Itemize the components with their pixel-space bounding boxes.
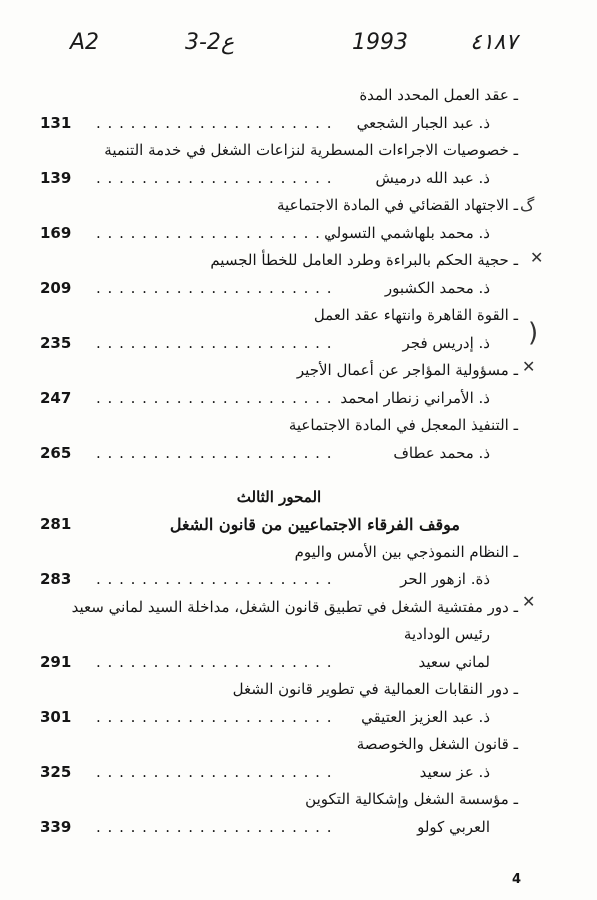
toc-entry [40,704,518,732]
toc-entry [40,786,518,814]
toc-entry-page: 265 [40,443,72,462]
toc-entry [40,385,518,413]
section-subtitle: موقف الفرقاء الاجتماعيين من قانون الشغل [169,515,460,534]
toc-entry-page: 325 [40,762,72,781]
toc-entry-title: ـ حجية الحكم بالبراءة وطرد العامل للخطأ الجسيم [210,251,518,269]
toc-entry [40,165,518,193]
margin-mark: ﮒ [520,196,535,215]
toc-entry-title: ـ مسؤولية المؤاجر عن أعمال الأجير [296,361,518,379]
toc-entry [40,220,518,248]
toc-entry [40,814,518,842]
toc-entry-author: ذ. عز سعيد [419,762,490,781]
toc-entry [40,302,518,330]
toc-entry-author: ذ. عبد العزيز العتيقي [361,707,490,726]
toc-entry-page: 169 [40,223,72,242]
leader-dots: . . . . . . . . . . . . . . . . . . . . . [96,443,333,462]
toc-entry [40,731,518,759]
toc-entry-author: ذ. الأمراني زنطار امحمد [340,388,490,407]
toc-entry-title: ـ التنفيذ المعجل في المادة الاجتماعية [288,416,518,434]
section-heading: المحور الثالث [236,488,322,506]
toc-entry [40,759,518,787]
toc-entry [40,511,518,539]
toc-entry [40,192,518,220]
handwritten-year: 1993 [352,30,408,55]
toc-entry [40,676,518,704]
handwritten-ref: 3-2ع [185,30,235,55]
toc-entry [40,330,518,358]
toc-entry-title: ـ النظام النموذجي بين الأمس واليوم [294,542,518,561]
page-number: 4 [512,872,522,887]
toc-entry-author: ذ. عبد الله درميش [375,168,490,187]
toc-entry [40,467,518,511]
toc-entry [40,275,518,303]
toc-entry-author: ذ. محمد الكشبور [384,278,490,297]
toc-entry-title-continued: رئيس الودادية [403,625,490,643]
toc-entry [40,566,518,594]
toc-entry-title: ـ قانون الشغل والخوصصة [356,735,518,753]
toc-entry-title: ـ مؤسسة الشغل وإشكالية التكوين [305,790,518,808]
margin-cross-mark: ✕ [522,357,536,376]
toc-entry-author: ذة. ازهور الحر [400,570,490,588]
toc-entry [40,110,518,138]
leader-dots: . . . . . . . . . . . . . . . . . . . . . [96,707,333,726]
handwritten-code: A2 [70,30,100,55]
leader-dots: . . . . . . . . . . . . . . . . . . . . . [96,168,333,187]
leader-dots: . . . . . . . . . . . . . . . . . . . . . [96,223,333,242]
toc-entry-author: ذ. محمد عطاف [393,443,490,462]
margin-cross-mark: ✕ [522,592,536,611]
leader-dots: . . . . . . . . . . . . . . . . . . . . . [96,278,333,297]
toc-entry-page: 235 [40,333,72,352]
toc-entry-title: ـ الاجتهاد القضائي في المادة الاجتماعية [277,196,518,214]
toc-entry [40,137,518,165]
toc-entry-title: ـ عقد العمل المحدد المدة [359,86,518,104]
toc-entry-page: 131 [40,113,72,132]
toc-entry-author: ذ. إدريس فجر [402,333,490,352]
toc-entry-page: 139 [40,168,72,187]
handwritten-number: ٤١٨٧ [470,30,518,55]
toc-entry [40,440,518,468]
toc-entry-page: 301 [40,707,72,726]
toc-entry [40,649,518,677]
toc-entry-author: ذ. عبد الجبار الشجعي [356,113,490,132]
toc-entry [40,539,518,567]
toc-entry-page: 247 [40,388,72,407]
leader-dots: . . . . . . . . . . . . . . . . . . . . . [96,113,333,132]
leader-dots: . . . . . . . . . . . . . . . . . . . . . [96,333,333,352]
toc-entry-page: 291 [40,652,72,671]
toc-entry-page: 283 [40,570,72,588]
toc-entry [40,82,518,110]
toc-entry-title: ـ القوة القاهرة وانتهاء عقد العمل [313,306,518,324]
toc-entry-title: ـ دور مفتشية الشغل في تطبيق قانون الشغل، مداخلة السيد لماني سعيد [71,597,518,616]
toc-entry-title: ـ دور النقابات العمالية في تطوير قانون الشغل [232,680,518,698]
toc-entry [40,412,518,440]
toc-entry-title: ـ خصوصيات الاجراءات المسطرية لنزاعات الشغل في خدمة التنمية [104,141,518,159]
toc-entry-page: 209 [40,278,72,297]
toc-entry-page: 339 [40,817,72,836]
margin-cross-mark: ✕ [530,248,544,267]
toc-entry [40,594,518,649]
toc-entry-page: 281 [40,515,72,533]
toc-entry-author: ذ. محمد بلهاشمي التسولي [324,223,490,242]
leader-dots: . . . . . . . . . . . . . . . . . . . . . [96,652,333,671]
leader-dots: . . . . . . . . . . . . . . . . . . . . . [96,817,333,836]
table-of-contents [40,82,518,841]
margin-bracket-mark: ) [528,318,539,348]
toc-entry [40,357,518,385]
toc-entry [40,247,518,275]
toc-entry-author: لماني سعيد [418,652,490,671]
leader-dots: . . . . . . . . . . . . . . . . . . . . . [96,762,333,781]
leader-dots: . . . . . . . . . . . . . . . . . . . . . [96,570,333,588]
toc-entry-author: العربي كولو [417,817,490,836]
leader-dots: . . . . . . . . . . . . . . . . . . . . . [96,388,333,407]
